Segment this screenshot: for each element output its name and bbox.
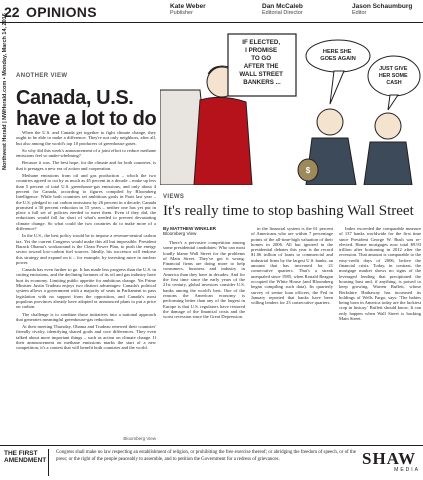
paragraph: Because it was. The best hope, for the climate and for both countries, is that it presages a new era of action and cooperation. xyxy=(16,160,156,171)
logo-sub: MEDIA xyxy=(394,467,420,473)
svg-text:IF ELECTED, I PROMISE: IF ELECTED, I PROMISE TO GO AFTER THE WALL STREET BANKERS ... xyxy=(239,39,283,86)
date-line: Northwest Herald | NWHerald.com • Monday, March 14, 2016 xyxy=(2,13,8,170)
paragraph: So why did this week's announcement of a joint effort to reduce methane emissions feel so under-whelming? xyxy=(16,147,156,159)
right-column-2 xyxy=(251,226,333,440)
section-title: OPINIONS xyxy=(26,4,97,20)
staff-name: Jason Schaumburg xyxy=(352,3,413,10)
paragraph: Canada has even further to go. It has made less progress than the U.S. in cutting emissions, and the declining fortunes of its oil and gas industry have hurt its economy. Limiting public appetite for ambitious change. Yet Prime Minister Justin Trudeau enjoys two distinct advantages: Canada's political system allows a government with a majority of seats in Parliament to pass legislation with no support from the opposition, and Canada's most populous provinces already have adopted or announced plans to put a price on carbon. xyxy=(16,267,156,310)
svg-text:HERE SHE GOES AGAIN: HERE SHE GOES AGAIN xyxy=(320,49,356,62)
author-name: By MATTHEW WINKLER xyxy=(163,226,216,231)
paragraph: In the U.S., the best policy would be to impose a revenue-neutral carbon tax. Yet the current Congress would make this all but impossible. President Barack Obama's workaround is the Clean Power Plan, to push the energy sector toward low-carbon fuel sources. Ideally, his successor will endorse this strategy and expand on it – for example, by investing more in nuclear power. xyxy=(16,233,156,265)
right-column-3 xyxy=(339,226,421,440)
footer-rule xyxy=(0,445,423,446)
paragraph: There's a pervasive competition among some presidential candidates: Who can most loudly blame Wall Street for the problems of Main Street. They've got it wrong. Financial firms are doing more to help consumers, business and industry in America than they have in decades. And for the first time since the early years of the 21st century, global investors consider U.S. banks among the world's best. One of the reasons the American economy is performing better than any of the largest in Europe is that U.S. regulators have restored the damage of the financial crisis and the worst recession since the Great Depression. xyxy=(163,240,245,320)
right-headline: It's really time to stop bashing Wall Street xyxy=(163,203,414,219)
cartoon-illustration xyxy=(160,30,422,185)
staff-role: Editor xyxy=(352,10,367,16)
shaw-media-logo xyxy=(362,450,420,476)
logo-name: SHAW xyxy=(362,449,417,468)
staff-role: Publisher xyxy=(170,10,193,16)
svg-text:JUST GIVE HER SOME: JUST GIVE HER SOME CASH xyxy=(378,66,408,86)
left-headline: Canada, U.S. have a lot to do xyxy=(16,87,157,130)
paragraph: Methane emissions from oil and gas production – which the two countries agreed to cut by as much as 45 percent in a decade – make up less than 5 percent of total U.S. greenhouse-gas emissions, and only about 4 percent for Canada, according to figures compiled by Bloomberg Intelligence. While both countries set ambitious goals in Paris last year – the U.S. pledged to cut carbon emissions by 26 percent in a decade; Canada promised a 30 percent reduction in 15 years – neither one has yet put in place a full set of policies needed to meet them. Even if they did, the reductions would fall far short of what's needed to prevent devastating climate change. So what could the two countries do to make more of a difference? xyxy=(16,173,156,232)
staff-name: Kate Weber xyxy=(170,3,206,10)
svg-text:$: $ xyxy=(305,166,311,175)
paragraph: When the U.S. and Canada get together to fight climate change, they ought to be able to make a difference. They're not only neighbors, after all, but also among the world's top 10 producers of greenhouse gases. xyxy=(16,130,156,146)
paragraph: The challenge is to combine those initiatives into a national approach that generates meaningful greenhouse-gas reductions. xyxy=(16,311,156,322)
staff-editorial-director xyxy=(262,3,303,16)
edition-line: Northwest Herald | NWHerald.com xyxy=(2,80,8,170)
masthead-rule xyxy=(0,22,423,23)
left-kicker: ANOTHER VIEW xyxy=(16,73,68,79)
paragraph: At their meeting Thursday, Obama and Trudeau renewed their countries' friendly rivalry, identifying shared goals and core differences. They even talked about more important things – such as action on climate change. If their announcement on methane emissions marks the start of a new competition, it's a contest that will benefit both countries and the world. xyxy=(16,324,156,351)
editorial-cartoon xyxy=(160,30,422,185)
left-article-body xyxy=(16,130,156,442)
footer-divider xyxy=(48,449,49,476)
paragraph: in the financial system is the 61 percent of Americans who are within 7 percentage points of the all-time-high valuation of their homes in 2006. All but ignored in the presidential debates this year is the record $1.06 trillion of loans to commercial and industrial firms by the largest U.S. banks, an amount that has increased for 21 consecutive quarters. That's a streak unequaled since 1985, when Ronald Reagan occupied the White House (and Bloomberg began compiling such data). Its quarterly survey of senior loan officers, the Fed in January reported that banks have been willing lenders for 23 consecutive quarters. xyxy=(251,226,333,306)
right-kicker: VIEWS xyxy=(163,194,185,200)
first-amendment-title: THE FIRST AMENDMENT xyxy=(4,450,47,464)
right-byline xyxy=(163,226,245,236)
staff-publisher xyxy=(170,3,206,16)
paragraph: Index exceeded the comparable measure of 137 banks worldwide for the first time since President George W. Bush was re-elected. Home mortgages now total $9.93 trillion after bottoming in 2012 after the recession. That amount is comparable to the easy-credit days of 2006, before the financial crisis. Today, in contrast, the mortgage market shows no signs of the leveraged lending that precipitated the housing bust and, if anything, is poised to keep growing. Warren Buffett, whose Berkshire Hathaway has increased its holdings of Wells Fargo, says: 'The babies being born in America today are the luckiest crop in history.' Buffett should know. It can only happen when Wall Street is backing Main Street. xyxy=(339,226,421,322)
author-source: Bloomberg View xyxy=(163,231,197,236)
staff-editor xyxy=(352,3,412,16)
left-source: Bloomberg View xyxy=(123,436,156,441)
publication-date: Monday, March 14, 2016 xyxy=(2,13,8,76)
staff-name: Dan McCaleb xyxy=(262,3,303,10)
page-number: 22 xyxy=(4,4,20,20)
staff-role: Editorial Director xyxy=(262,10,303,16)
right-column-1 xyxy=(163,240,245,440)
first-amendment-text: Congress shall make no law respecting an establishment of religion, or prohibiting the free exercise thereof; or abridging the freedom of speech, or of the press; or the right of the people peaceably to assemble, and to petition the Government for a redress of grievances. xyxy=(56,450,356,462)
